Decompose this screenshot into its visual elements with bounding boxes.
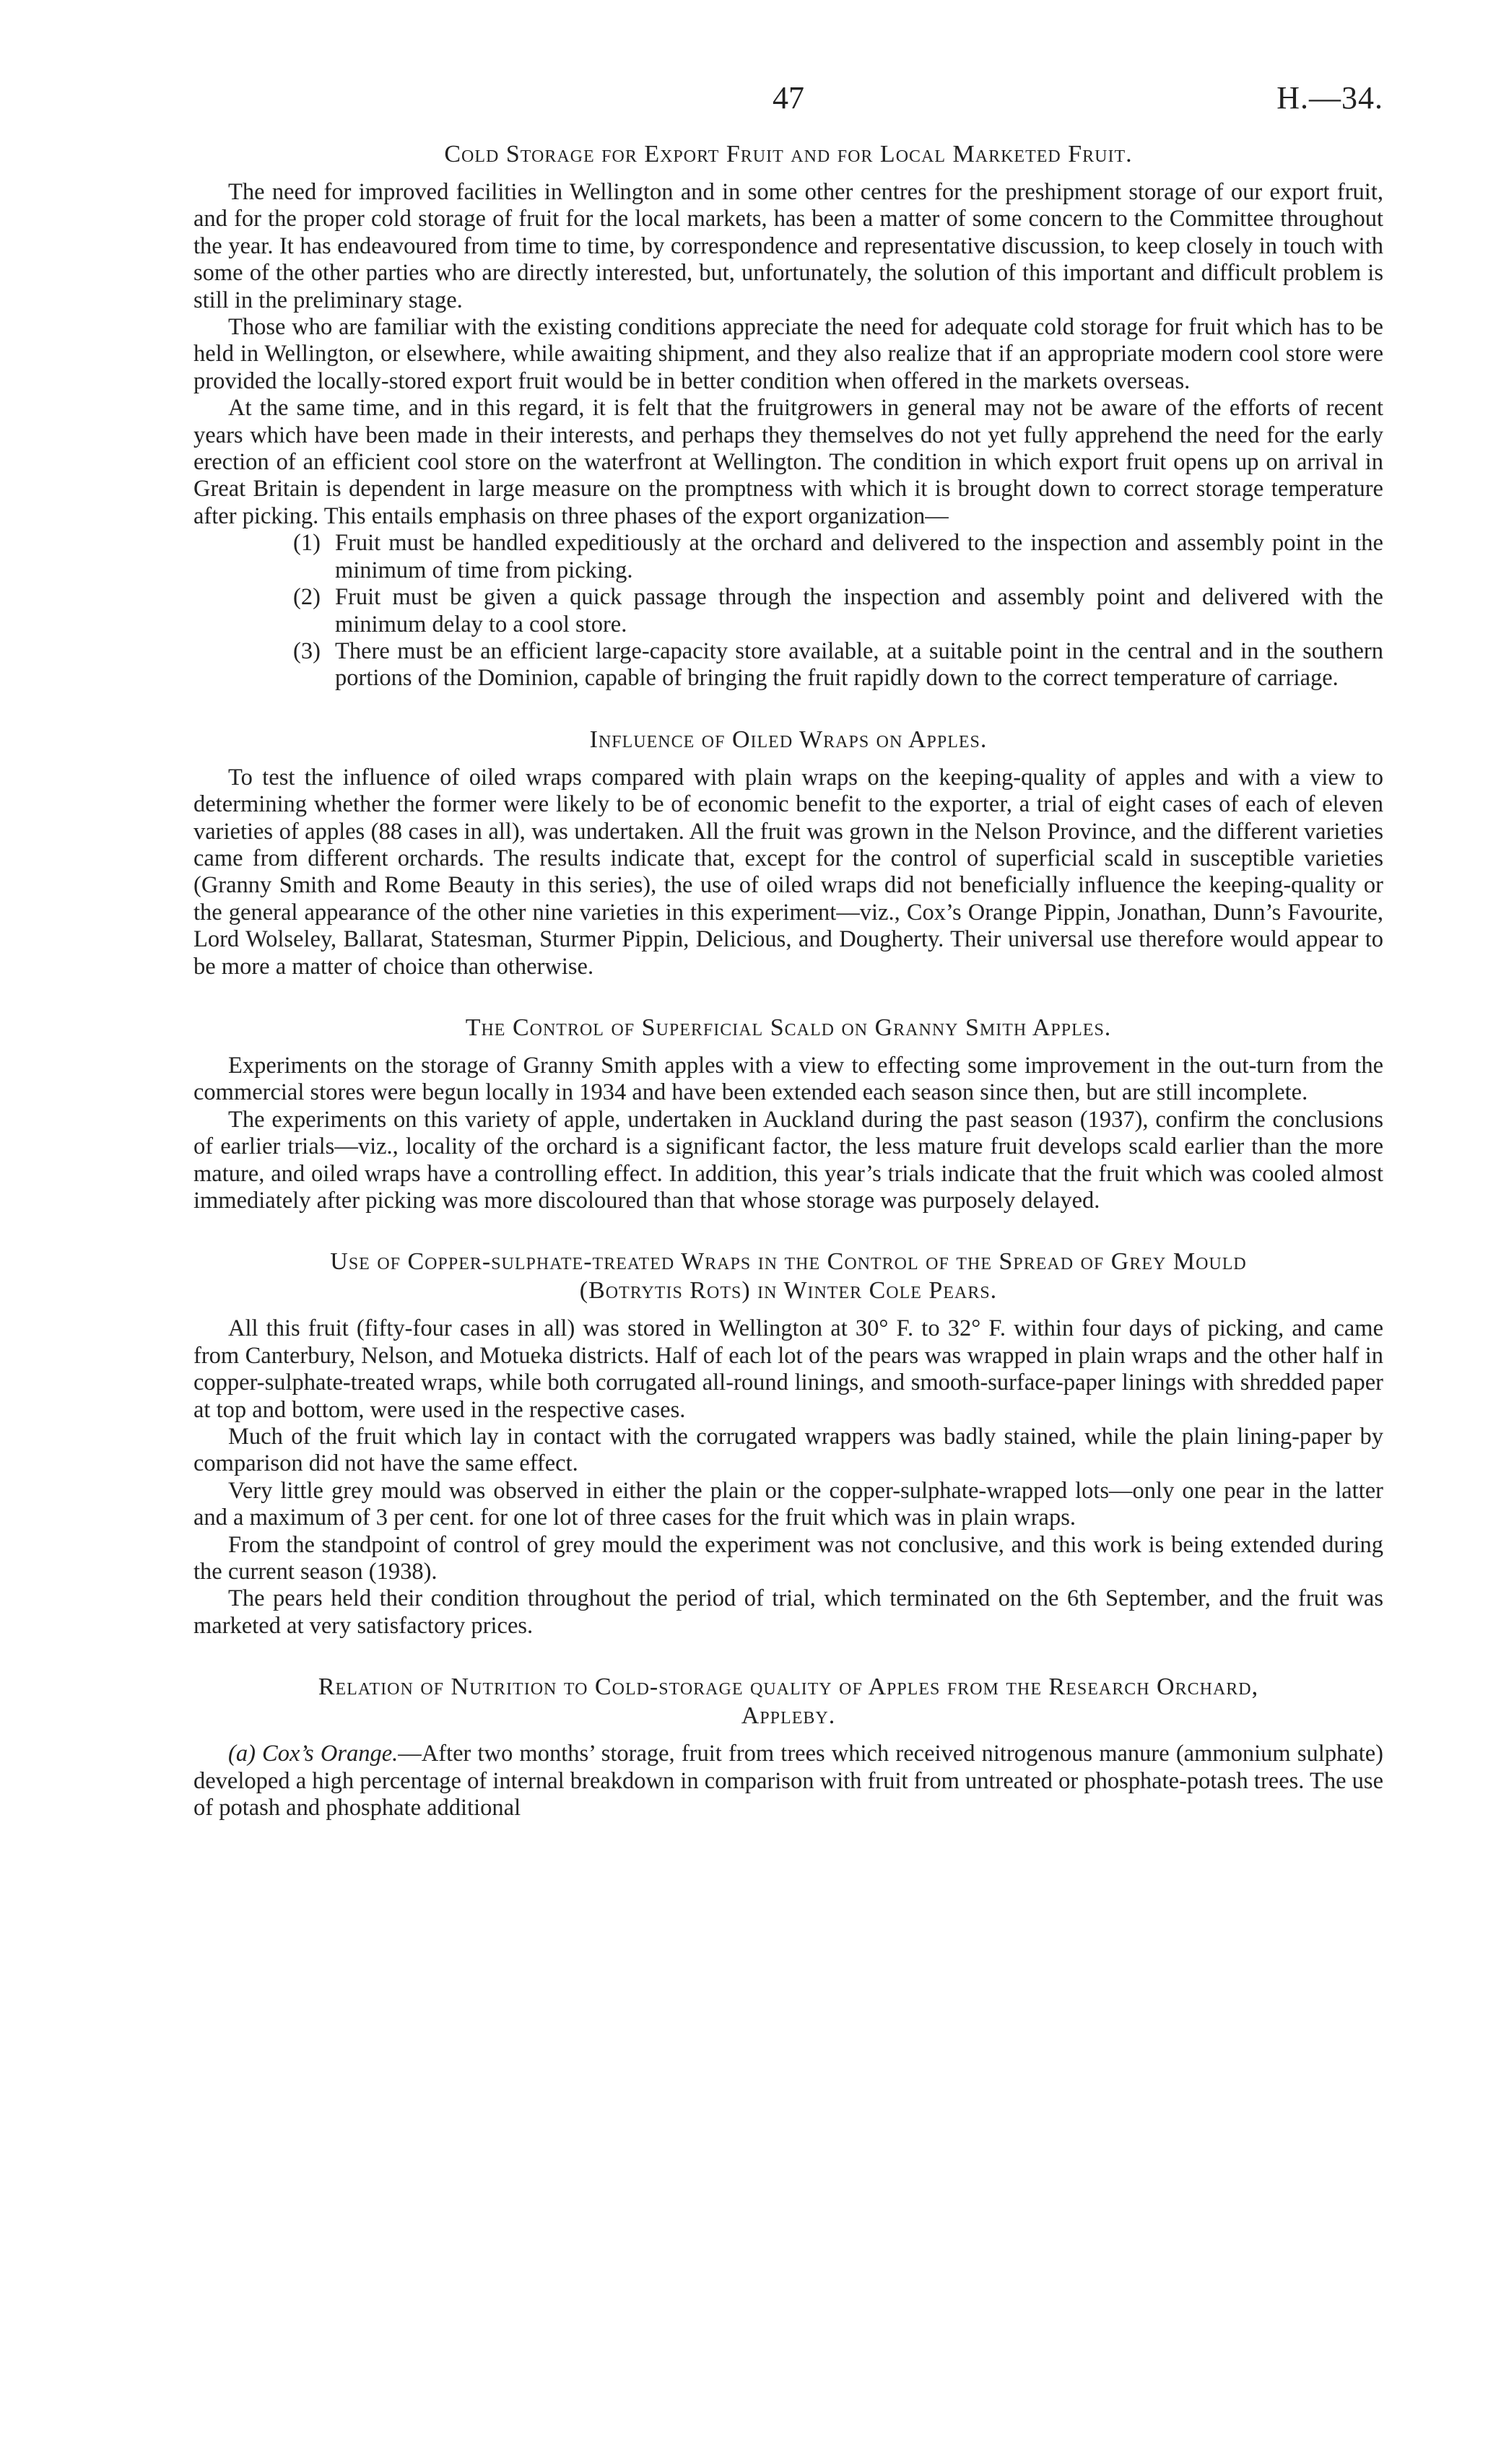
paragraph: The need for improved facilities in Wellington and in some other centres for the preshipment storage of our export fruit, and for the proper cold storage of fruit for the local markets, has been a matter of some concern to the Committee throughout the year. It has endeavoured from time to time, by correspondence and representative discussion, to keep closely in touch with some of the other parties who are directly interested, but, unfortunately, the solution of this important and difficult problem is still in the preliminary stage. xyxy=(193,179,1383,313)
section-heading xyxy=(193,1673,1383,1731)
paragraph: All this fruit (fifty-four cases in all) was stored in Wellington at 30° F. to 32° F. within four days of picking, and came from Canterbury, Nelson, and Motueka districts. Half of each lot of the pears was wrapped in plain wraps and the other half in copper-sulphate-treated wraps, while both corrugated all-round linings, and smooth-surface-paper linings with shredded paper at top and bottom, were used in the respective cases. xyxy=(193,1315,1383,1423)
section-heading xyxy=(193,1248,1383,1305)
section-cold-storage xyxy=(193,140,1383,692)
list-item-text: Fruit must be given a quick passage through the inspection and assembly point and delivered with the minimum delay to a cool store. xyxy=(335,584,1383,637)
section-heading-line: Relation of Nutrition to Cold-storage quality of Apples from the Research Orchard, xyxy=(318,1673,1259,1701)
list-item-text: There must be an efficient large-capacity store available, at a suitable point in the central and in the southern portions of the Dominion, capable of bringing the fruit rapidly down to the correct temperature of carriage. xyxy=(335,637,1383,692)
list-number: (1) xyxy=(293,530,321,557)
page-header xyxy=(193,79,1383,130)
paragraph-text: —After two months’ storage, fruit from trees which received nitrogenous manure (ammonium sulphate) developed a high percentage of internal breakdown in comparison with fruit from untreated or phosphate-potash trees. The use of potash and phosphate additional xyxy=(193,1741,1383,1821)
section-heading-line: (Botrytis Rots) in Winter Cole Pears. xyxy=(579,1277,998,1305)
section-heading: The Control of Superficial Scald on Granny Smith Apples. xyxy=(465,1014,1112,1041)
paragraph xyxy=(193,1741,1383,1821)
list-number: (2) xyxy=(293,584,321,611)
section-nutrition xyxy=(193,1673,1383,1821)
document-page xyxy=(193,79,1383,1822)
list-item xyxy=(193,584,1383,638)
paragraph: The experiments on this variety of apple, undertaken in Auckland during the past season (1937), confirm the conclusions of earlier trials—viz., locality of the orchard is a significant factor, the less mature fruit develops scald earlier than the more mature, and oiled wraps have a controlling effect. In addition, this year’s trials indicate that the fruit which was cooled almost immediately after picking was more discoloured than that whose storage was purposely delayed. xyxy=(193,1106,1383,1214)
section-copper-sulphate-wraps xyxy=(193,1248,1383,1640)
paragraph: From the standpoint of control of grey mould the experiment was not conclusive, and this work is being extended during the current season (1938). xyxy=(193,1531,1383,1585)
section-oiled-wraps xyxy=(193,726,1383,980)
paragraph: The pears held their condition throughout the period of trial, which terminated on the 6th September, and the fruit was marketed at very satisfactory prices. xyxy=(193,1585,1383,1639)
paragraph: To test the influence of oiled wraps compared with plain wraps on the keeping-quality of apples and with a view to determining whether the former were likely to be of economic benefit to the exporter, a trial of eight cases of each of eleven varieties of apples (88 cases in all), was undertaken. All the fruit was grown in the Nelson Province, and the different varieties came from different orchards. The results indicate that, except for the control of superficial scald in susceptible varieties (Granny Smith and Rome Beauty in this series), the use of oiled wraps did not beneficially influence the keeping-quality or the general appearance of the other nine varieties in this experiment—viz., Cox’s Orange Pippin, Jonathan, Dunn’s Favourite, Lord Wolseley, Ballarat, Statesman, Sturmer Pippin, Delicious, and Dougherty. Their universal use therefore would appear to be more a matter of choice than otherwise. xyxy=(193,764,1383,980)
paragraph: Those who are familiar with the existing conditions appreciate the need for adequate cold storage for fruit which has to be held in Wellington, or elsewhere, while awaiting shipment, and they also realize that if an appropriate modern cool store were provided the locally-stored export fruit would be in better condition when offered in the markets overseas. xyxy=(193,314,1383,394)
list-item xyxy=(193,530,1383,584)
paragraph: At the same time, and in this regard, it is felt that the fruitgrowers in general may not be aware of the efforts of recent years which have been made in their interests, and perhaps they themselves do not yet fully apprehend the need for the early erection of an efficient cool store on the waterfront at Wellington. The condition in which export fruit opens up on arrival in Great Britain is dependent in large measure on the promptness with which it is brought down to correct storage temperature after picking. This entails emphasis on three phases of the export organization— xyxy=(193,395,1383,529)
section-heading: Influence of Oiled Wraps on Apples. xyxy=(589,726,988,753)
paragraph: Experiments on the storage of Granny Smith apples with a view to effecting some improvement in the out-turn from the commercial stores were begun locally in 1934 and have been extended each season since then, but are still incomplete. xyxy=(193,1052,1383,1106)
document-reference: H.—34. xyxy=(1276,80,1383,116)
paragraph: Very little grey mould was observed in either the plain or the copper-sulphate-wrapped lots—only one pear in the latter and a maximum of 3 per cent. for one lot of three cases for the fruit which was in plain wraps. xyxy=(193,1477,1383,1531)
paragraph: Much of the fruit which lay in contact with the corrugated wrappers was badly stained, while the plain lining-paper by comparison did not have the same effect. xyxy=(193,1424,1383,1477)
list-item xyxy=(193,638,1383,692)
section-heading-line: Appleby. xyxy=(741,1702,836,1730)
page-number: 47 xyxy=(773,80,804,116)
section-heading-line: Use of Copper-sulphate-treated Wraps in the Control of the Spread of Grey Mould xyxy=(330,1248,1247,1276)
section-superficial-scald xyxy=(193,1014,1383,1214)
list-item-text: Fruit must be handled expeditiously at the orchard and delivered to the inspection and assembly point in the minimum of time from picking. xyxy=(335,530,1383,583)
list-number: (3) xyxy=(293,637,321,664)
section-heading: Cold Storage for Export Fruit and for Local Marketed Fruit. xyxy=(444,141,1133,167)
paragraph-label: (a) Cox’s Orange. xyxy=(228,1741,399,1767)
numbered-list xyxy=(193,530,1383,692)
